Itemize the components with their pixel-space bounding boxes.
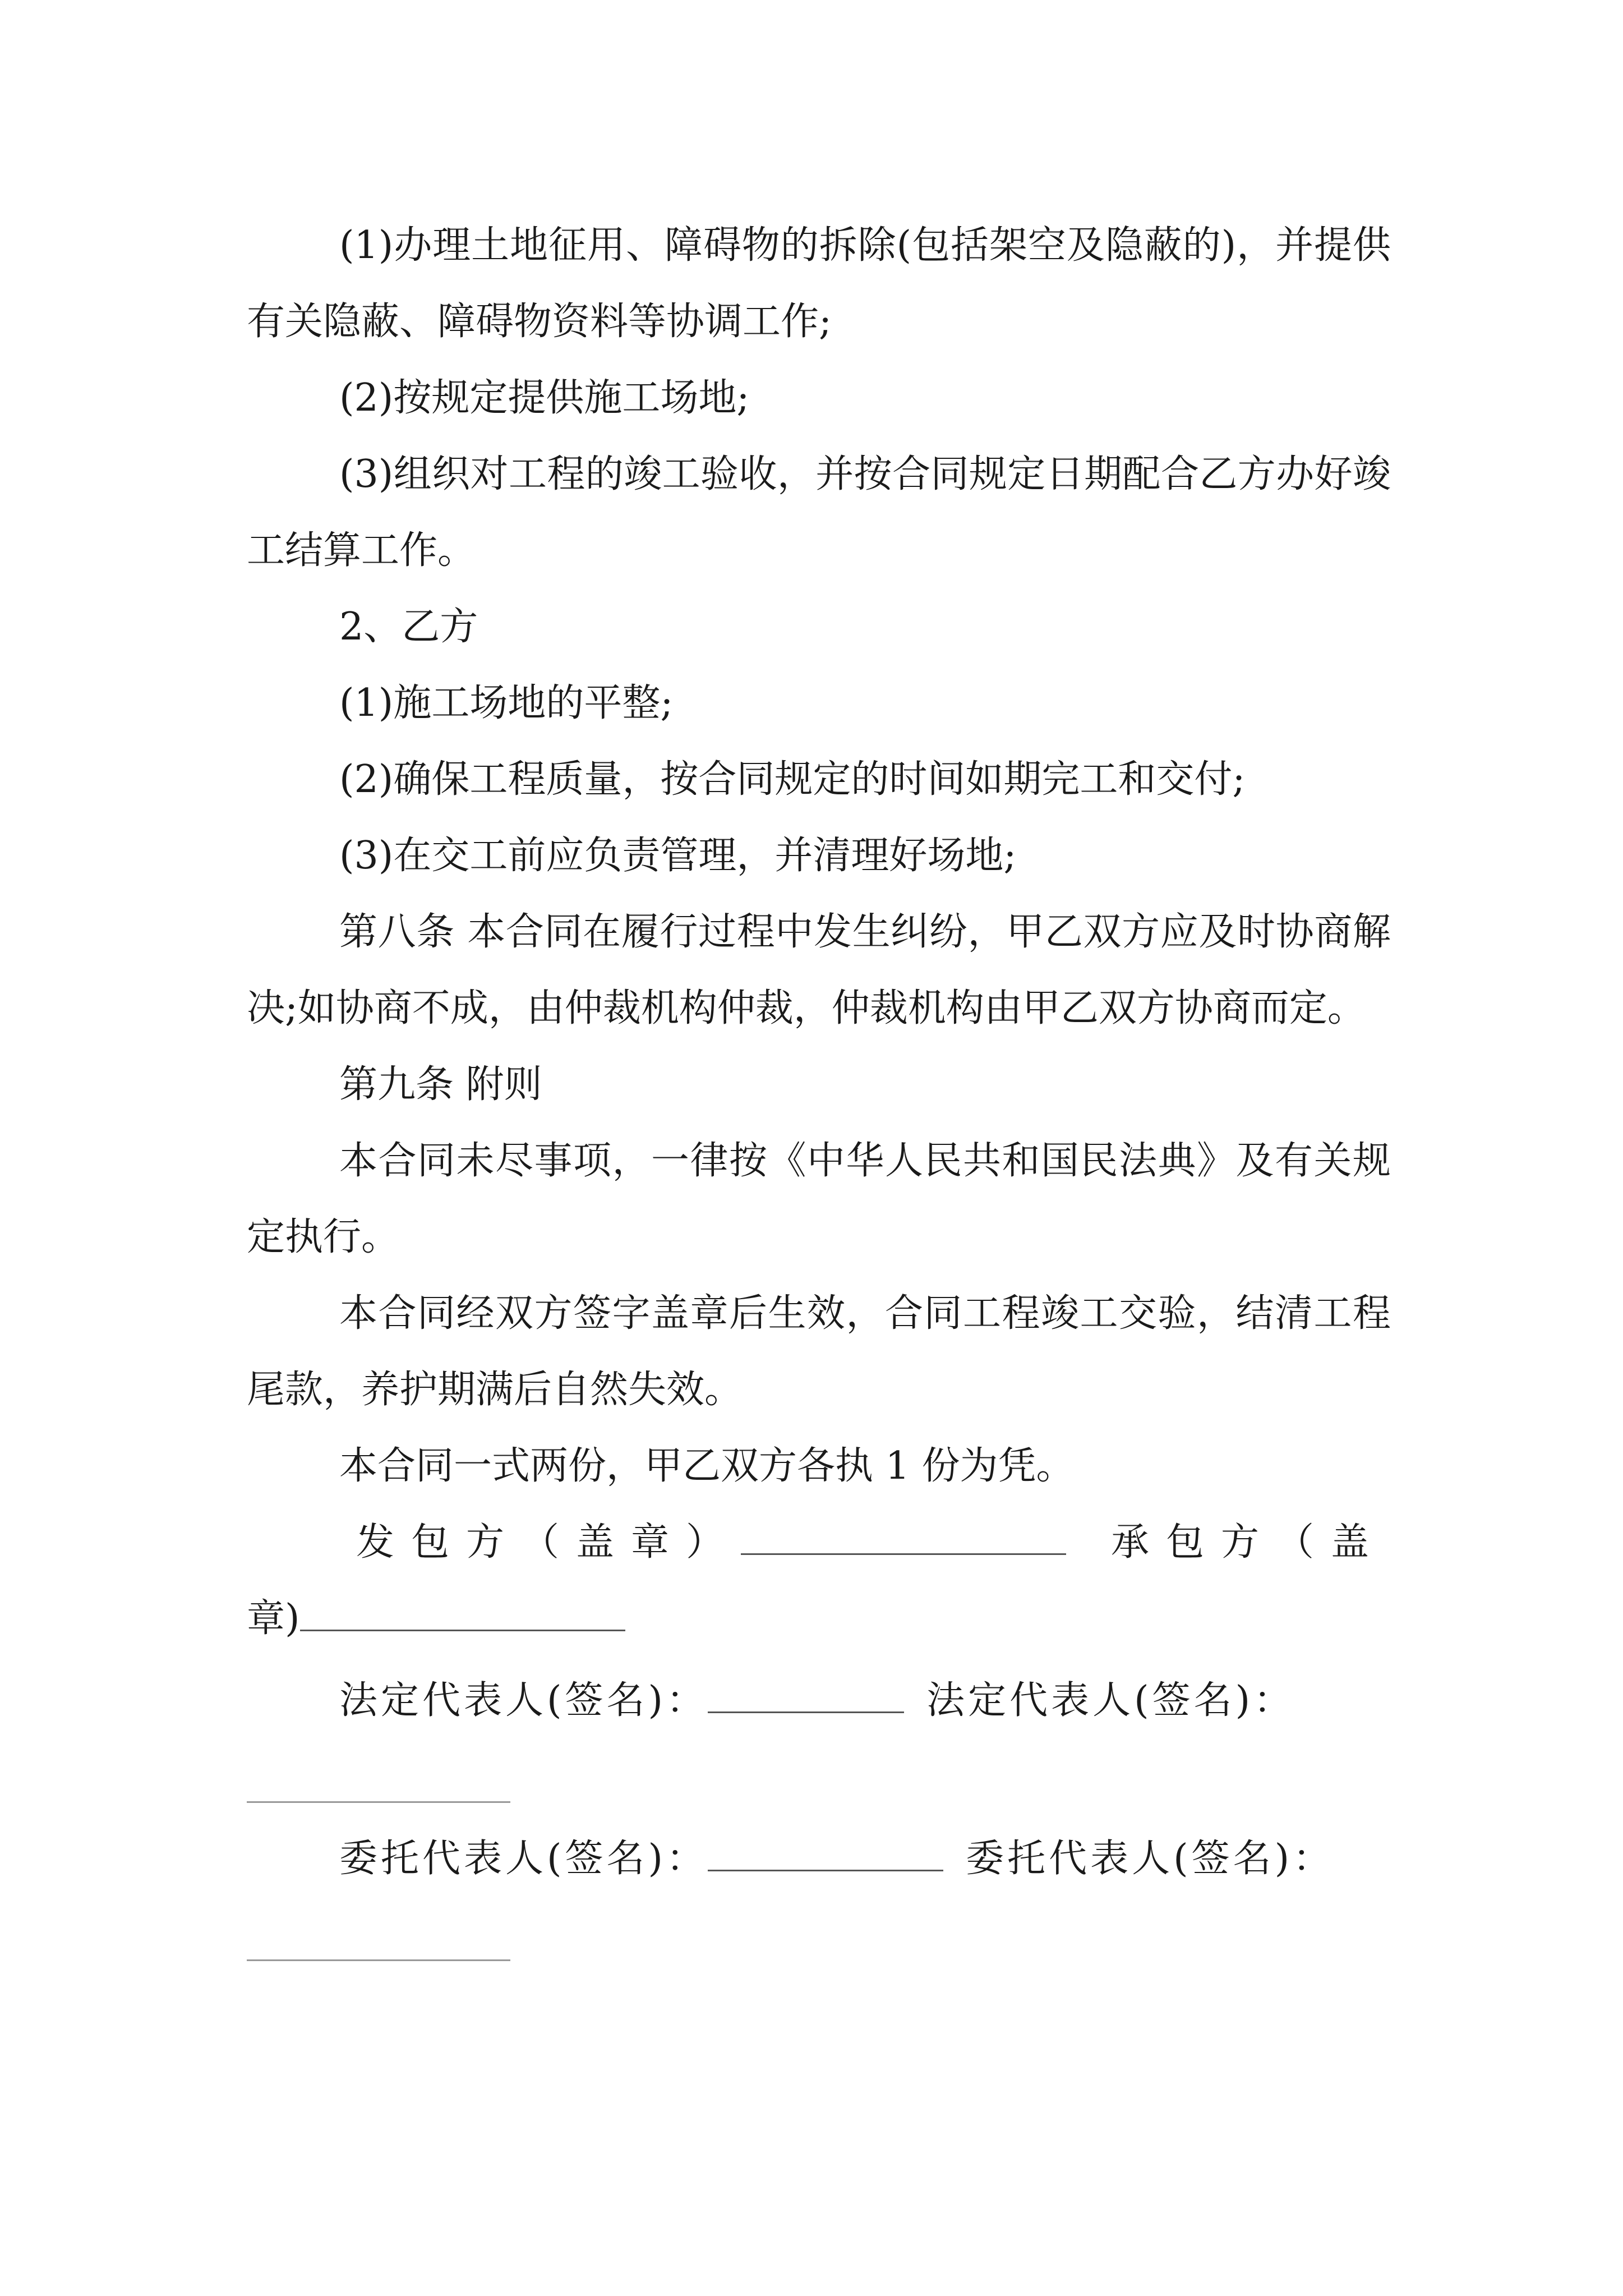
legal-rep-label-issuer: 法定代表人(签名)： [339,1678,708,1723]
supplementary-clause-1: 本合同未尽事项，一律按《中华人民共和国民法典》及有关规定执行。 [247,1139,1391,1259]
legal-rep-blank-line [247,1739,1391,1815]
legal-rep-blank-issuer[interactable] [708,1680,904,1713]
entrusted-rep-blank-contractor[interactable] [247,1928,510,1961]
entrusted-rep-label-issuer: 委托代表人(签名)： [339,1837,708,1881]
entrusted-rep-blank-issuer[interactable] [708,1838,943,1871]
entrusted-rep-label-contractor: 委托代表人(签名)： [966,1837,1335,1881]
clause-party-a-item-1: (1)办理土地征用、障碍物的拆除(包括架空及隐蔽的)，并提供有关隐蔽、障碍物资料等协调工作; [247,223,1391,344]
seal-line [247,1504,1391,1581]
contractor-seal-blank[interactable] [300,1598,625,1631]
issuer-seal-blank[interactable] [741,1522,1066,1555]
clause-party-a-item-3: (3)组织对工程的竣工验收，并按合同规定日期配合乙方办好竣工结算工作。 [247,452,1391,573]
entrusted-rep-line [247,1821,1391,1897]
clause-party-b-item-3: (3)在交工前应负责管理，并清理好场地; [339,834,1017,878]
legal-rep-blank-contractor[interactable] [247,1770,510,1803]
document-page [247,208,1391,1973]
entrusted-rep-blank-line [247,1897,1391,1973]
supplementary-clause-3: 本合同一式两份，甲乙双方各执 1 份为凭。 [339,1444,1075,1488]
legal-rep-label-contractor: 法定代表人(签名)： [926,1678,1295,1723]
issuer-seal-label: 发包方（盖章） [356,1520,741,1565]
article-nine-heading: 第九条 附则 [339,1062,542,1107]
legal-rep-line [247,1663,1391,1739]
seal-line-cont [247,1581,1391,1657]
contractor-seal-label-cont: 章) [247,1596,300,1641]
clause-party-b-item-1: (1)施工场地的平整; [339,681,674,725]
supplementary-clause-2: 本合同经双方签字盖章后生效，合同工程竣工交验，结清工程尾款，养护期满后自然失效。 [247,1291,1391,1412]
clause-party-a-item-2: (2)按规定提供施工场地; [339,376,750,420]
contractor-seal-label: 承包方（盖 [1111,1520,1386,1565]
party-b-heading: 2、乙方 [339,605,478,649]
clause-party-b-item-2: (2)确保工程质量，按合同规定的时间如期完工和交付; [339,757,1246,802]
article-eight: 第八条 本合同在履行过程中发生纠纷，甲乙双方应及时协商解决;如协商不成，由仲裁机构仲裁，仲裁机构由甲乙双方协商而定。 [247,910,1391,1030]
